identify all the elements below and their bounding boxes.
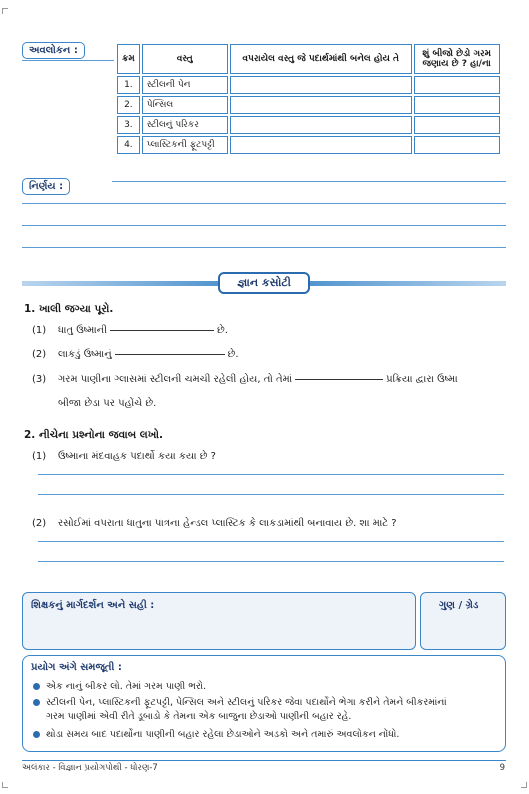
q1-item-1 [32,325,228,336]
header-other-end-hot: શું બીજો છેડો ગરમ જણાય છે ? હા/ના [414,44,500,74]
bullet-icon [33,731,40,738]
q1-item-text: ગરમ પાણીના ગ્લાસમાં સ્ટીલની ચમચી રહેલી હોય, તો તેમાં [58,374,293,385]
row-answer-cell[interactable] [414,116,500,134]
footer-rule [22,760,506,761]
explanation-title: પ્રયોગ અંગે સમજૂતી : [31,662,122,673]
q1-item-text: ધાતુ ઉષ્માની [58,325,108,336]
header-serial: ક્રમ [117,44,140,74]
teacher-label: શિક્ષકનું માર્ગદર્શન અને સહી : [31,600,155,611]
row-material-cell[interactable] [230,116,412,134]
q1-item-3 [32,374,458,385]
page-number: 9 [499,763,505,773]
answer-blank[interactable] [115,354,225,355]
bullet-icon [33,699,40,706]
q1-heading: 1. ખાલી જગ્યા પૂરો. [24,303,114,315]
row-serial: 3. [117,116,140,134]
explanation-bullet [33,680,206,694]
q2-item-text: ઉષ્માના મંદવાહક પદાર્થો કયા કયા છે ? [58,451,216,462]
row-item: સ્ટીલની પેન [142,76,228,94]
teacher-signature-box[interactable] [22,592,416,650]
grade-box[interactable] [420,592,506,650]
q2-item-num: (2) [32,518,47,529]
row-item: પેન્સિલ [142,96,228,114]
q1-item-suffix: પ્રક્રિયા દ્વારા ઉષ્મા [386,374,458,385]
conclusion-line[interactable] [22,247,506,248]
row-material-cell[interactable] [230,136,412,154]
conclusion-line[interactable] [22,203,506,204]
q2-item-num: (1) [32,451,47,462]
row-answer-cell[interactable] [414,96,500,114]
knowledge-test-title: જ્ઞાન કસોટી [218,272,310,294]
crop-mark [2,782,8,788]
crop-mark [2,8,8,14]
observation-divider [22,60,114,61]
bullet-text-cont: ગરમ પાણીમાં એવી રીતે ડૂબાડો કે તેમના એક બાજુના છેડાઓ પાણીની બહાર રહે. [46,711,352,722]
table-row [117,116,500,134]
row-material-cell[interactable] [230,96,412,114]
row-answer-cell[interactable] [414,76,500,94]
observation-table [115,42,502,156]
answer-line[interactable] [38,494,504,495]
row-item: પ્લાસ્ટિકની ફૂટપટ્ટી [142,136,228,154]
q2-item-2 [32,518,397,529]
conclusion-label: નિર્ણય : [22,178,70,195]
row-answer-cell[interactable] [414,136,500,154]
header-material: વપરાયેલ વસ્તુ જે પદાર્થમાંથી બનેલ હોય તે [230,44,412,74]
q1-item-suffix: છે. [217,325,228,336]
grade-label: ગુણ / ગ્રેડ [439,600,479,611]
table-row [117,76,500,94]
bullet-text: એક નાનું બીકર લો. તેમાં ગરમ પાણી ભરો. [46,681,207,692]
row-serial: 4. [117,136,140,154]
table-header-row [117,44,500,74]
conclusion-line[interactable] [112,181,506,182]
table-row [117,136,500,154]
q1-item-num: (3) [32,374,47,385]
answer-line[interactable] [38,561,504,562]
row-serial: 1. [117,76,140,94]
answer-blank[interactable] [110,330,214,331]
answer-blank[interactable] [295,379,383,380]
bullet-icon [33,683,40,690]
explanation-bullet [33,728,399,742]
q2-item-text: રસોઈમાં વપરાતા ધાતુના પાત્રના હેન્ડલ પ્લાસ્ટિક કે લાકડામાંથી બનાવાય છે. શા માટે ? [58,518,397,529]
bullet-text: સ્ટીલની પેન, પ્લાસ્ટિકની ફૂટપટ્ટી, પેન્સિલ અને સ્ટીલનું પરિકર જેવા પદાર્થોને ભેગા કરીને તેમને બીકરમાંનાં [46,697,447,708]
crop-mark [521,782,527,788]
observation-label: અવલોકન : [22,42,85,59]
row-serial: 2. [117,96,140,114]
q1-item-suffix: છે. [227,349,239,360]
explanation-bullet [33,696,447,724]
q1-item-3-cont: બીજા છેડા પર પહોંચે છે. [58,398,157,409]
experiment-explanation-box [22,655,506,752]
q1-item-2 [32,349,239,360]
header-item: વસ્તુ [142,44,228,74]
answer-line[interactable] [38,541,504,542]
q2-heading: 2. નીચેના પ્રશ્નોના જવાબ લખો. [24,429,163,441]
row-material-cell[interactable] [230,76,412,94]
conclusion-line[interactable] [22,225,506,226]
bullet-text: થોડા સમય બાદ પદાર્થોના પાણીની બહાર રહેલા છેડાઓને અડકો અને તમારું અવલોકન નોંધો. [46,729,400,740]
q2-item-1 [32,451,216,462]
q1-item-text: લાકડું ઉષ્માનું [58,349,112,360]
table-row [117,96,500,114]
q1-item-num: (1) [32,325,47,336]
answer-line[interactable] [38,474,504,475]
row-item: સ્ટીલનું પરિકર [142,116,228,134]
footer-book-title: અલંકાર - વિજ્ઞાન પ્રયોગપોથી - ધોરણ-7 [22,763,158,773]
q1-item-num: (2) [32,349,47,360]
